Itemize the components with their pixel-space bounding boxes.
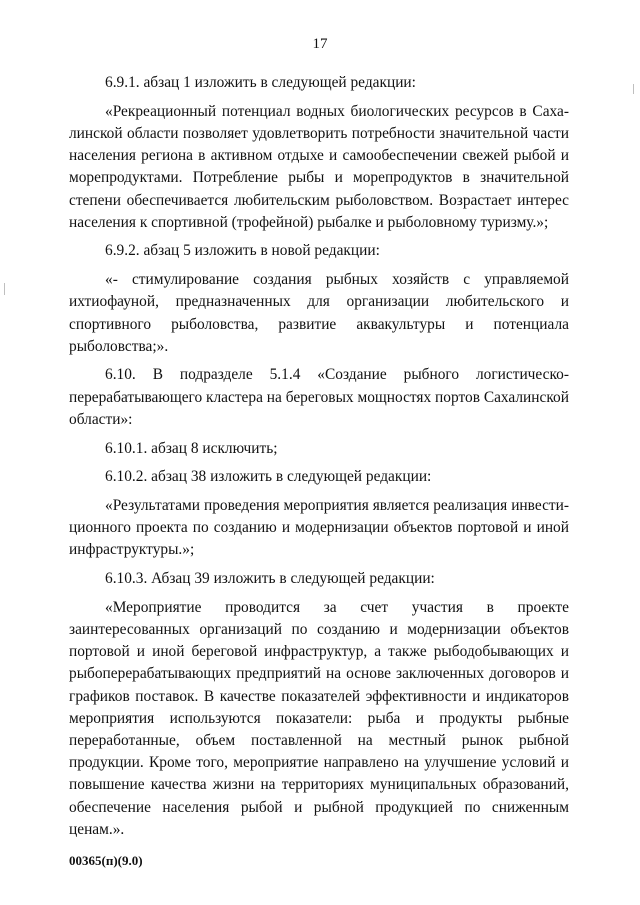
scan-mark-right bbox=[633, 84, 634, 94]
paragraph-6-9-2: 6.9.2. абзац 5 изложить в новой редакции: bbox=[105, 242, 380, 260]
paragraph-quote-event: «Мероприятие проводится за счет участия в проекте заинтересованных организаций по созданию и модернизации объектов портовой и иной береговой инфраструктур, а также рыбодобывающих и рыбоперерабатывающих предприятий на основе заключенных договоров и графиков поставок. В качестве показателей эффективности и индикаторов мероприятия используются показатели: рыба и продукты рыбные переработанные, объем поставленной на местный рынок рыбной продукции. Кроме того, мероприятие направлено на улучшение условий и повышение качества жизни на территориях муниципальных образований, обеспечение населения рыбой и рыбной продукцией по сниженным ценам.». bbox=[69, 598, 569, 838]
paragraph-6-10-2: 6.10.2. абзац 38 изложить в следующей редакции: bbox=[105, 468, 432, 486]
paragraph-6-10: 6.10. В подразделе 5.1.4 «Создание рыбного логистическо-перерабатывающего кластера на береговых мощностях портов Сахалинской области»: bbox=[69, 366, 569, 428]
paragraph-quote-recreation: «Рекреационный потенциал водных биологических ресурсов в Сахалинской области позволяет удовлетворить потребности значительной части населения региона в активном отдыхе и самообеспечении свежей рыбой и морепродуктами. Потребление рыбы и морепродуктов в значительной степени обеспечивается любительским рыболовством. Возрастает интерес населения к спортивной (трофейной) рыбалке и рыболовному туризму.»; bbox=[69, 102, 569, 231]
paragraph-6-10-1: 6.10.1. абзац 8 исключить; bbox=[105, 439, 278, 457]
page-number: 17 bbox=[312, 36, 328, 52]
paragraph-quote-fish-farms: «- стимулирование создания рыбных хозяйств с управляемой ихтиофауной, предназначенных для организации любительского и спортивного рыболовства, развитие аквакультуры и потенциала рыболовства;». bbox=[69, 271, 569, 355]
paragraph-6-9-1: 6.9.1. абзац 1 изложить в следующей редакции: bbox=[105, 74, 416, 91]
paragraph-6-10-3: 6.10.3. Абзац 39 изложить в следующей редакции: bbox=[105, 570, 435, 588]
paragraph-quote-investment: «Результатами проведения мероприятия является реализация инвестиционного проекта по созданию и модернизации объектов портовой и иной инфраструктуры.»; bbox=[69, 496, 569, 559]
scan-mark-left bbox=[4, 283, 5, 295]
document-body bbox=[69, 72, 569, 848]
document-code: 00365(п)(9.0) bbox=[69, 853, 143, 868]
